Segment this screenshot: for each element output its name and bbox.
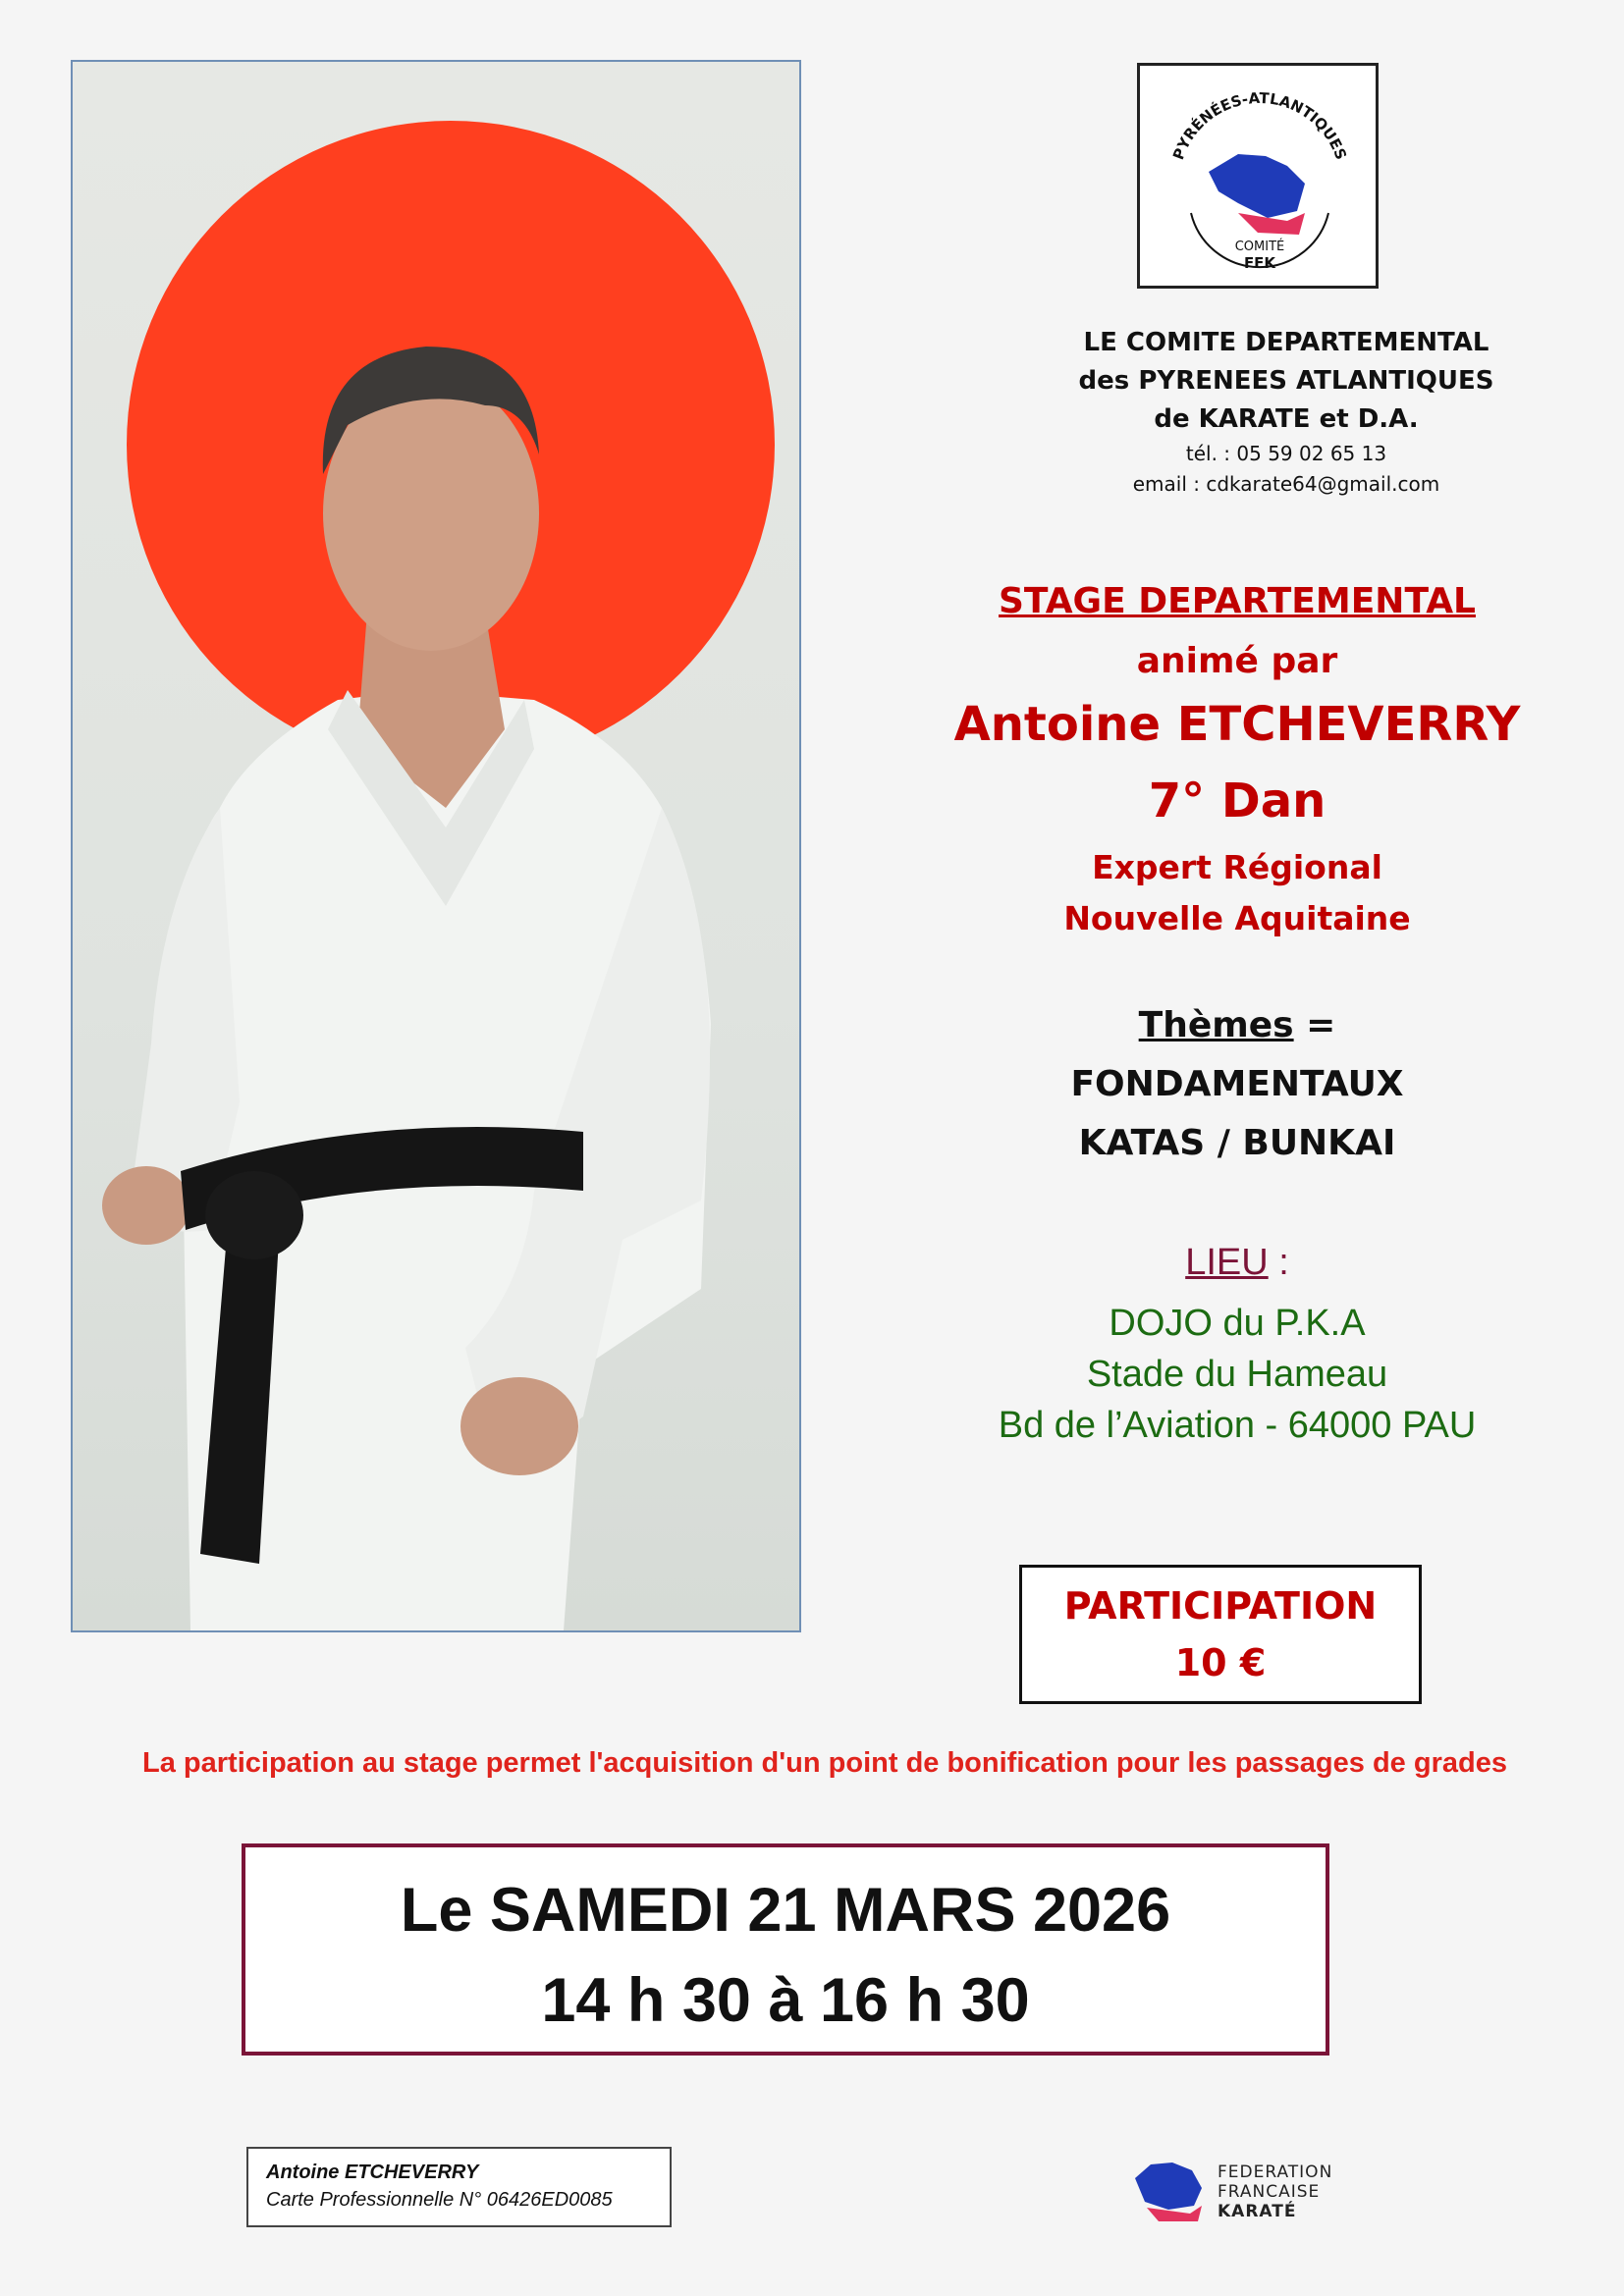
lieu-line3: Bd de l’Aviation - 64000 PAU <box>998 1405 1477 1446</box>
expert-line1: Expert Régional <box>1092 848 1382 886</box>
ffk-line1: FEDERATION <box>1218 2163 1333 2182</box>
logo-ffk: FFK <box>1243 254 1276 272</box>
professional-card <box>246 2147 672 2227</box>
themes-equals: = <box>1293 1005 1336 1045</box>
schedule-time: 14 h 30 à 16 h 30 <box>541 1966 1030 2035</box>
lieu-line2: Stade du Hameau <box>1086 1354 1388 1395</box>
ffk-fist-icon <box>1129 2149 1208 2227</box>
org-line3: de KARATE et D.A. <box>1154 404 1419 434</box>
karate-fist-icon <box>1209 154 1305 218</box>
instructor-illustration <box>73 62 799 1630</box>
themes-line2: KATAS / BUNKAI <box>1078 1123 1396 1163</box>
lieu-heading <box>884 1242 1591 1284</box>
lieu-line1: DOJO du P.K.A <box>1109 1303 1366 1344</box>
participation-box <box>1019 1565 1422 1704</box>
logo-arc-text: PYRÉNÉES-ATLANTIQUES <box>1169 88 1350 163</box>
lieu-label: LIEU <box>1185 1242 1269 1283</box>
card-number: Carte Professionnelle N° 06426ED0085 <box>266 2189 613 2211</box>
org-line2: des PYRENEES ATLANTIQUES <box>1078 366 1494 396</box>
participation-label: PARTICIPATION <box>1063 1584 1378 1628</box>
stage-title: STAGE DEPARTEMENTAL <box>999 581 1476 621</box>
lieu-address <box>864 1298 1610 1451</box>
dan-grade: 7° Dan <box>1148 774 1326 828</box>
committee-logo <box>1137 63 1379 289</box>
ffk-line3: KARATÉ <box>1218 2202 1297 2221</box>
themes <box>884 996 1591 1173</box>
organization-info <box>982 324 1591 500</box>
org-phone: tél. : 05 59 02 65 13 <box>1185 442 1387 465</box>
schedule-box <box>242 1843 1329 2056</box>
instructor-photo <box>71 60 801 1632</box>
lieu-colon: : <box>1268 1242 1289 1283</box>
card-name: Antoine ETCHEVERRY <box>266 2162 479 2183</box>
themes-label: Thèmes <box>1138 1005 1294 1045</box>
schedule-date: Le SAMEDI 21 MARS 2026 <box>400 1876 1171 1945</box>
anime-par: animé par <box>1136 641 1338 681</box>
expert-line2: Nouvelle Aquitaine <box>1063 899 1411 937</box>
ffk-federation-logo <box>1129 2145 1365 2233</box>
expert-title <box>884 842 1591 944</box>
logo-comite: COMITÉ <box>1234 240 1285 254</box>
org-line1: LE COMITE DEPARTEMENTAL <box>1083 328 1489 357</box>
ffk-line2: FRANCAISE <box>1218 2182 1321 2202</box>
instructor-name: Antoine ETCHEVERRY <box>953 697 1521 752</box>
participation-price: 10 € <box>1174 1641 1267 1684</box>
bonus-note: La participation au stage permet l'acquisition d'un point de bonification pour les passages de grades <box>142 1747 1507 1779</box>
fist <box>460 1377 578 1475</box>
themes-line1: FONDAMENTAUX <box>1070 1064 1404 1104</box>
ffk-text <box>1218 2163 1332 2221</box>
org-email: email : cdkarate64@gmail.com <box>1132 472 1440 496</box>
